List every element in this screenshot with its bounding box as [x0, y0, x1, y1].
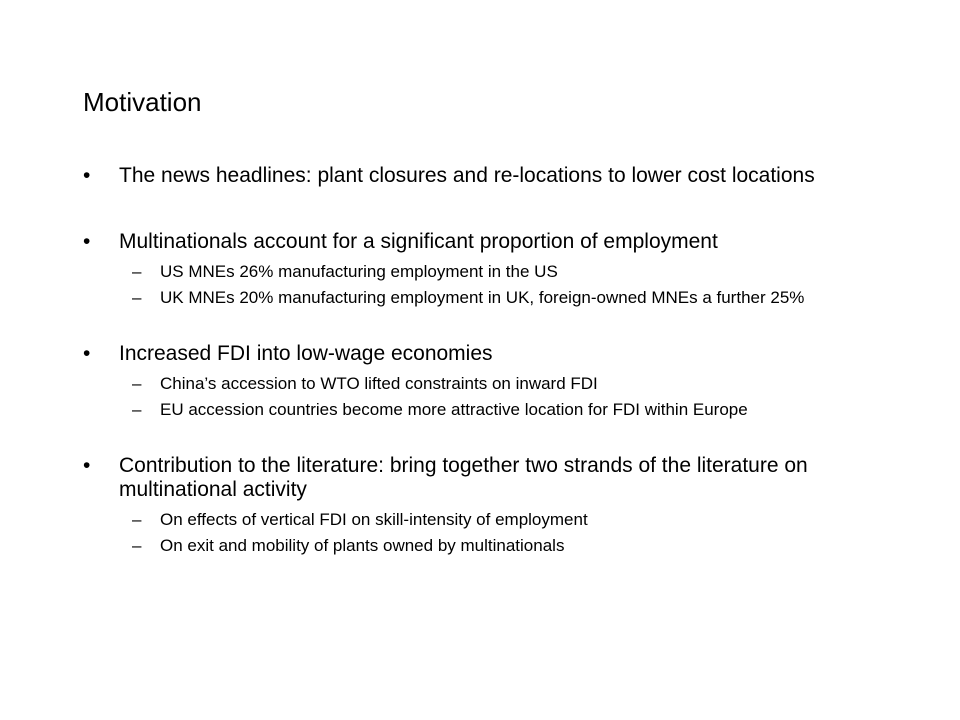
- sub-bullet-text: On effects of vertical FDI on skill-intensity of employment: [160, 510, 588, 529]
- bullet-item: [83, 342, 883, 366]
- sub-bullet-text: On exit and mobility of plants owned by multinationals: [160, 536, 565, 555]
- sub-bullet-item: [83, 536, 883, 556]
- bullet-marker: •: [83, 164, 91, 187]
- slide-body: [83, 160, 883, 556]
- bullet-item: [83, 454, 883, 502]
- sub-bullet-item: [83, 374, 883, 394]
- sub-bullet-marker: –: [132, 374, 142, 393]
- bullet-marker: •: [83, 454, 91, 477]
- bullet-text: The news headlines: plant closures and re-locations to lower cost locations: [119, 164, 815, 187]
- sub-bullet-text: EU accession countries become more attractive location for FDI within Europe: [160, 400, 748, 419]
- sub-bullet-text: UK MNEs 20% manufacturing employment in UK, foreign-owned MNEs a further 25%: [160, 288, 805, 307]
- slide-title: Motivation: [83, 87, 202, 117]
- bullet-item: [83, 164, 883, 188]
- sub-bullet-item: [83, 288, 883, 308]
- sub-bullet-text: China’s accession to WTO lifted constraints on inward FDI: [160, 374, 598, 393]
- bullet-text: Increased FDI into low-wage economies: [119, 342, 493, 365]
- sub-bullet-text: US MNEs 26% manufacturing employment in the US: [160, 262, 558, 281]
- sub-bullet-item: [83, 400, 883, 420]
- sub-bullet-marker: –: [132, 400, 142, 419]
- sub-bullet-marker: –: [132, 536, 142, 555]
- sub-bullet-item: [83, 262, 883, 282]
- bullet-marker: •: [83, 230, 91, 253]
- bullet-text: Multinationals account for a significant proportion of employment: [119, 230, 718, 253]
- bullet-marker: •: [83, 342, 91, 365]
- bullet-item: [83, 230, 883, 254]
- sub-bullet-item: [83, 510, 883, 530]
- sub-bullet-marker: –: [132, 288, 142, 307]
- sub-bullet-marker: –: [132, 262, 142, 281]
- bullet-text: Contribution to the literature: bring together two strands of the literature on multinational activity: [119, 454, 808, 501]
- sub-bullet-marker: –: [132, 510, 142, 529]
